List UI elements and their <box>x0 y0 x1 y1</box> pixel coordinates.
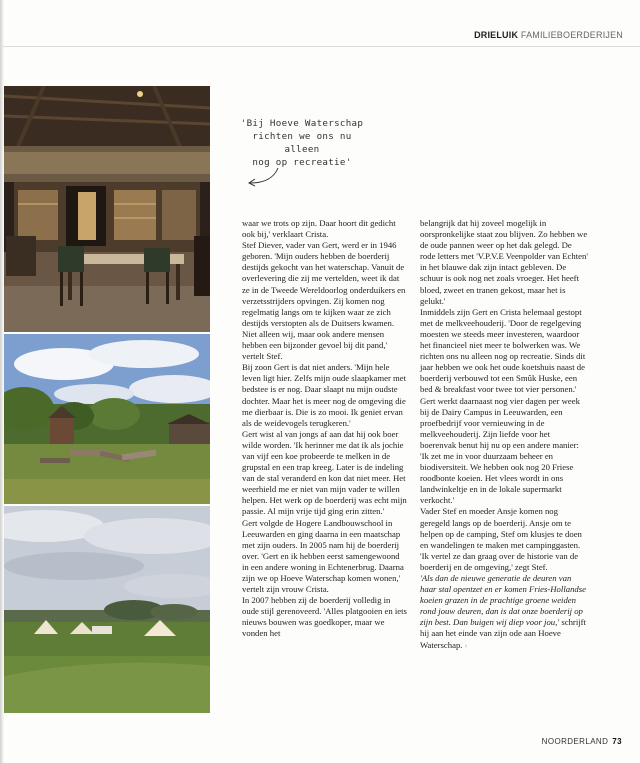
pull-quote <box>234 117 370 169</box>
pull-quote-arrow-icon <box>244 166 284 193</box>
paragraph: In 2007 hebben zij de boerderij volledig in oude stijl gerenoveerd. 'Alles platgooien en iets nieuws bouwen was goedkoper, maar we vonden het <box>242 595 407 639</box>
paragraph: Bij zoon Gert is dat niet anders. 'Mijn hele leven ligt hier. Zelfs mijn oude slaapkamer met bedstee is er nog. Daar slaapt nu mijn oudste dochter. Maar het is meer nog de omgeving die me dierbaar is. Die is zo mooi. Ik geniet ervan als de weidevogels terugkeren.' <box>242 362 407 428</box>
pull-quote-line-1: 'Bij Hoeve Waterschap <box>240 118 364 129</box>
header-section: DRIELUIK <box>474 30 519 40</box>
pull-quote-line-2: richten we ons nu alleen <box>252 131 352 155</box>
magazine-name: NOORDERLAND <box>541 737 609 746</box>
paragraph: Gert wist al van jongs af aan dat hij ook boer wilde worden. 'Ik herinner me dat ik als jochie van vijf een koe probeerde te melken in de grupstal en een trap kreeg. Later is de indeling van de stal veranderd en kon dat niet meer. Het weerhield me er niet van mijn vader te willen helpen. Het werk op de boerderij was echt mijn passie. Al mijn vrije tijd ging erin zitten.' <box>242 428 407 517</box>
page-header <box>474 30 623 40</box>
paragraph: waar we trots op zijn. Daar hoort dit gedicht ook bij,' verklaart Crista. <box>242 218 396 240</box>
paragraph: Inmiddels zijn Gert en Crista helemaal gestopt met de melkveehouderij. 'Door de regelgeving moesten we steeds meer investeren, waardoor het financieel niet meer te bolwerken was. We richten ons nu alleen nog op recreatie. Sinds dit jaar hebben we ook het oude koetshuis naast de boerderij verbouwd tot een Smûk Huske, een bed & breakfast voor twee tot vier personen.' <box>420 306 586 395</box>
paragraph: belangrijk dat hij zoveel mogelijk in oorspronkelijke staat zou blijven. Zo hebben we de oude pannen weer op het dak gelegd. De rode letters met 'V.P.V.E Veenpolder van Echten' in het blauwe dak zijn intact gebleven. De schuur is ook nog net zoals vroeger. Het heeft bloed, zweet en tranen gekost, maar het is gelukt.' <box>420 218 588 306</box>
page-footer <box>542 737 622 746</box>
paragraph: Vader Stef en moeder Ansje komen nog geregeld langs op de boerderij. Ansje om te helpen op de camping, Stef om klusjes te doen en wandelingen te maken met campinggasten. 'Ik vertel ze dan graag over de historie van de boerderij en de omgeving,' zegt Stef. <box>420 506 582 572</box>
paragraph: Gert werkt daarnaast nog vier dagen per week bij de Dairy Campus in Leeuwarden, een proefbedrijf voor vernieuwing in de melkveehouderij. Zijn liefde voor het boerenvak benut hij nu op een andere manier: 'Ik zet me in voor duurzaam beheer en biodiversiteit. We hebben ook nog 20 Friese roodbonte koeien. Het vlees wordt in ons landwinkeltje en in de lokale supermarkt verkocht.' <box>420 395 580 506</box>
photo-farm-interior <box>4 86 210 332</box>
closing-text: schrijft hij aan het einde van zijn ode aan Hoeve Waterschap. <box>420 617 586 650</box>
paragraph: Stef Diever, vader van Gert, werd er in 1946 geboren. 'Mijn ouders hebben de boerderij destijds gekocht van het waterschap. Vanuit de overlevering die zij me vertelden, weet ik dat ze in de Tweede Wereldoorlog onderduikers en verzetsstrijders opvingen. Zij komen nog regelmatig langs om te kijken waar ze zich destijds verstopten als de Duitsers kwamen. Niet alleen wij, maar ook andere mensen hebben een bijzonder gevoel bij dit pand,' vertelt Stef. <box>242 240 406 362</box>
end-mark-icon: › <box>464 640 468 650</box>
photo-farmyard <box>4 334 210 504</box>
photo-camping-tents <box>4 506 210 713</box>
header-divider <box>0 46 640 47</box>
closing-paragraph <box>420 573 588 651</box>
page-number: 73 <box>612 737 622 746</box>
article-column-1 <box>242 218 408 640</box>
paragraph: Gert volgde de Hogere Landbouwschool in Leeuwarden en ging daarna in een maatschap met zijn ouders. In 2005 nam hij de boerderij over. 'Gert en ik hebben eerst samengewoond in een andere woning in Echtenerbrug. Daarna zijn we op Hoeve Waterschap komen wonen,' vertelt zijn vrouw Crista. <box>242 517 404 595</box>
article-column-2 <box>420 218 588 651</box>
header-subtitle: FAMILIEBOERDERIJEN <box>520 30 623 40</box>
poem-quote: 'Als dan de nieuwe generatie de deuren van haar stal opentzet en er komen Fries-Hollandse koeien grazen in de prachtige groene weiden rond jouw deuren, dan is dat onze boerderij op zijn best. Dan buigen wij diep voor jou,' <box>420 573 586 628</box>
pull-quote-line-3: nog op recreatie' <box>252 157 352 168</box>
